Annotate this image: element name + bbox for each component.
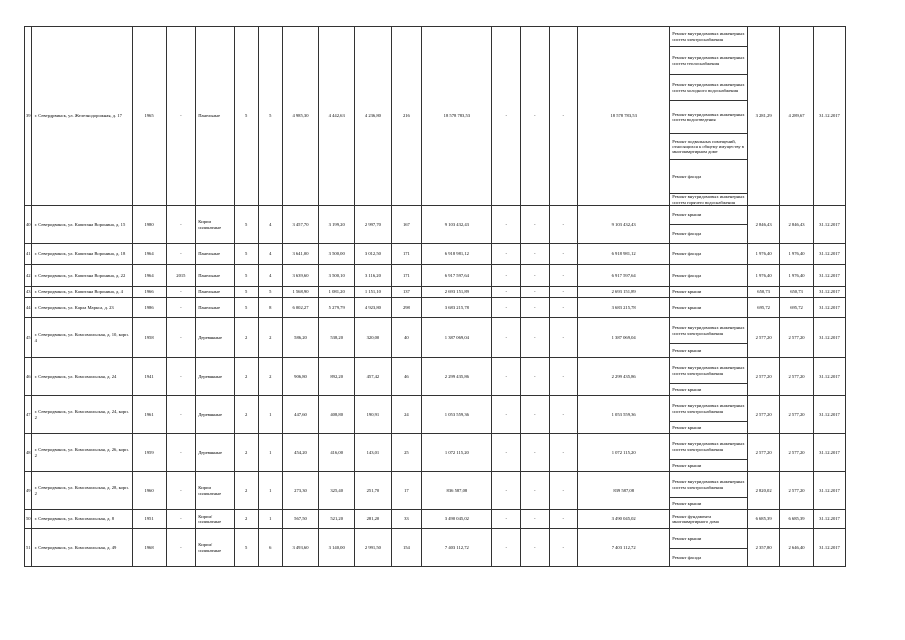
cell-regional-budget: - xyxy=(492,529,521,567)
cell-year-overhaul: - xyxy=(166,358,196,396)
cell-walls: Деревянные xyxy=(196,434,234,472)
cell-floors: 5 xyxy=(234,244,258,265)
cell-year-built: 1964 xyxy=(132,265,166,287)
cell-deadline: 31.12.2017 xyxy=(814,244,846,265)
table-row xyxy=(25,298,846,318)
cell-total-area: 3 641,00 xyxy=(282,244,318,265)
cell-owners-funds: - xyxy=(549,472,578,510)
cell-residential-area: 1 151,10 xyxy=(355,287,391,298)
cell-regional-budget: - xyxy=(492,244,521,265)
cell-residents: 46 xyxy=(391,358,422,396)
cell-fund-funds: 18 578 783,53 xyxy=(578,27,670,206)
cell-entrances: 6 xyxy=(258,529,282,567)
cell-unit-cost: 2 820,02 xyxy=(748,472,780,510)
cell-num: 46 xyxy=(25,358,32,396)
cell-living-area: 521,20 xyxy=(319,510,355,529)
cell-fund-funds: 6 918 981,12 xyxy=(578,244,670,265)
cell-total-area: 4 985,30 xyxy=(282,27,318,206)
cell-regional-budget: - xyxy=(492,206,521,244)
cell-unit-cost: 2 577,20 xyxy=(748,434,780,472)
cell-address: г. Северодвинск, ул. Карла Маркса, д. 23 xyxy=(31,298,132,318)
cell-work-type: Ремонт крыши xyxy=(670,498,748,510)
cell-regional-budget: - xyxy=(492,265,521,287)
cell-year-overhaul: - xyxy=(166,434,196,472)
cell-total-area: 1 568,90 xyxy=(282,287,318,298)
cell-floors: 5 xyxy=(234,265,258,287)
cell-unit-cost: 650,73 xyxy=(748,287,780,298)
cell-num: 51 xyxy=(25,529,32,567)
cell-max-cost: 2 577,20 xyxy=(780,358,814,396)
cell-residents: 216 xyxy=(391,27,422,206)
cell-entrances: 1 xyxy=(258,434,282,472)
cell-address: г. Северодвинск, ул. Капитана Воронина, д. 18 xyxy=(31,244,132,265)
cell-address: г. Северодвинск, ул. Комсомольская, д. 8 xyxy=(31,510,132,529)
cell-walls: Панельные xyxy=(196,298,234,318)
table-row xyxy=(25,206,846,225)
cell-owners-funds: - xyxy=(549,358,578,396)
cell-work-type: Ремонт фасада xyxy=(670,244,748,265)
cell-work-type: Ремонт фасада xyxy=(670,225,748,244)
table-row xyxy=(25,472,846,498)
cell-year-built: 1986 xyxy=(132,298,166,318)
cell-total-area: 586,20 xyxy=(282,318,318,358)
cell-entrances: 2 xyxy=(258,358,282,396)
cell-walls: Кирпи/ силикатные xyxy=(196,510,234,529)
table-row xyxy=(25,396,846,422)
cell-entrances: 1 xyxy=(258,396,282,434)
cell-walls: Кирпи силикатные xyxy=(196,206,234,244)
cell-year-overhaul: - xyxy=(166,472,196,510)
cell-entrances: 4 xyxy=(258,265,282,287)
table-row xyxy=(25,529,846,549)
cell-residential-area: 320,00 xyxy=(355,318,391,358)
cell-work-type: Ремонт внутридомовых инженерных систем электроснабжения xyxy=(670,434,748,460)
cell-num: 50 xyxy=(25,510,32,529)
cell-living-area: 3 500,10 xyxy=(319,265,355,287)
cell-work-type: Ремонт крыши xyxy=(670,422,748,434)
cell-walls: Кирпи силикатные xyxy=(196,472,234,510)
cell-living-area: 416,00 xyxy=(319,434,355,472)
cell-entrances: 8 xyxy=(258,298,282,318)
cell-owners-funds: - xyxy=(549,510,578,529)
cell-unit-cost: 2 577,20 xyxy=(748,318,780,358)
cell-living-area: 3 199,20 xyxy=(319,206,355,244)
cell-residents: 154 xyxy=(391,529,422,567)
cell-entrances: 5 xyxy=(258,287,282,298)
cell-walls: Деревянные xyxy=(196,318,234,358)
cell-residential-area: 143,01 xyxy=(355,434,391,472)
cell-regional-budget: - xyxy=(492,434,521,472)
cell-entrances: 1 xyxy=(258,510,282,529)
cell-work-type: Ремонт крыши xyxy=(670,287,748,298)
cell-total-cost: 1 387 069,04 xyxy=(422,318,492,358)
cell-local-budget: - xyxy=(521,298,550,318)
cell-residents: 167 xyxy=(391,206,422,244)
cell-total-cost: 6 918 981,12 xyxy=(422,244,492,265)
cell-unit-cost: 1 976,40 xyxy=(748,265,780,287)
cell-deadline: 31.12.2017 xyxy=(814,206,846,244)
cell-work-type: Ремонт крыши xyxy=(670,206,748,225)
cell-total-cost: 2 693 151,89 xyxy=(422,287,492,298)
table-row xyxy=(25,318,846,344)
cell-deadline: 31.12.2017 xyxy=(814,287,846,298)
cell-deadline: 31.12.2017 xyxy=(814,27,846,206)
cell-living-area: 3 140,00 xyxy=(319,529,355,567)
cell-residents: 171 xyxy=(391,265,422,287)
cell-address: г. Севердрвинск, ул. Железнодорожная, д. 17 xyxy=(31,27,132,206)
cell-work-type: Ремонт внутридомовых инженерных систем электроснабжения xyxy=(670,27,748,47)
table-row xyxy=(25,265,846,287)
cell-max-cost: 695,72 xyxy=(780,298,814,318)
cell-floors: 2 xyxy=(234,358,258,396)
cell-local-budget: - xyxy=(521,287,550,298)
cell-regional-budget: - xyxy=(492,298,521,318)
cell-total-cost: 9 103 432,43 xyxy=(422,206,492,244)
cell-floors: 5 xyxy=(234,287,258,298)
cell-deadline: 31.12.2017 xyxy=(814,510,846,529)
cell-regional-budget: - xyxy=(492,396,521,434)
cell-year-built: 1961 xyxy=(132,396,166,434)
cell-residential-area: 251,70 xyxy=(355,472,391,510)
cell-num: 39 xyxy=(25,27,32,206)
cell-local-budget: - xyxy=(521,396,550,434)
cell-year-built: 1951 xyxy=(132,510,166,529)
table-row xyxy=(25,358,846,384)
cell-owners-funds: - xyxy=(549,434,578,472)
cell-owners-funds: - xyxy=(549,265,578,287)
cell-address: г. Северодвинск, ул. Комсомольская, д. 28, корп. 2 xyxy=(31,472,132,510)
cell-owners-funds: - xyxy=(549,529,578,567)
cell-work-type: Ремонт крыши xyxy=(670,298,748,318)
cell-residents: 40 xyxy=(391,318,422,358)
cell-year-overhaul: - xyxy=(166,396,196,434)
cell-local-budget: - xyxy=(521,434,550,472)
cell-walls: Панельные xyxy=(196,265,234,287)
cell-unit-cost: 2 577,20 xyxy=(748,358,780,396)
cell-entrances: 4 xyxy=(258,206,282,244)
cell-year-overhaul: - xyxy=(166,287,196,298)
cell-residents: 171 xyxy=(391,244,422,265)
cell-max-cost: 2 577,20 xyxy=(780,472,814,510)
cell-year-built: 1941 xyxy=(132,358,166,396)
cell-total-area: 447,60 xyxy=(282,396,318,434)
cell-total-cost: 3 683 215,78 xyxy=(422,298,492,318)
cell-deadline: 31.12.2017 xyxy=(814,472,846,510)
cell-deadline: 31.12.2017 xyxy=(814,396,846,434)
cell-year-built: 1958 xyxy=(132,318,166,358)
cell-floors: 5 xyxy=(234,529,258,567)
cell-num: 41 xyxy=(25,244,32,265)
cell-residents: 25 xyxy=(391,434,422,472)
cell-unit-cost: 695,72 xyxy=(748,298,780,318)
cell-year-overhaul: - xyxy=(166,318,196,358)
cell-max-cost: 1 976,40 xyxy=(780,244,814,265)
cell-regional-budget: - xyxy=(492,472,521,510)
cell-deadline: 31.12.2017 xyxy=(814,298,846,318)
cell-residents: 17 xyxy=(391,472,422,510)
cell-fund-funds: 3 683 215,78 xyxy=(578,298,670,318)
cell-work-type: Ремонт внутридомовых инженерных систем горячего водоснабжения xyxy=(670,194,748,206)
cell-living-area: 408,80 xyxy=(319,396,355,434)
cell-floors: 2 xyxy=(234,510,258,529)
cell-local-budget: - xyxy=(521,529,550,567)
cell-work-type: Ремонт внутридомовых инженерных систем холодного водоснабжения xyxy=(670,75,748,101)
cell-year-overhaul: - xyxy=(166,529,196,567)
cell-deadline: 31.12.2017 xyxy=(814,529,846,567)
cell-year-built: 1959 xyxy=(132,434,166,472)
cell-total-cost: 1 072 115,20 xyxy=(422,434,492,472)
cell-unit-cost: 3 281,29 xyxy=(748,27,780,206)
cell-year-built: 1960 xyxy=(132,472,166,510)
cell-fund-funds: 7 403 112,72 xyxy=(578,529,670,567)
cell-fund-funds: 3 490 045,02 xyxy=(578,510,670,529)
cell-address: г. Северодвинск, ул. Капитана Воронина, д. 22 xyxy=(31,265,132,287)
cell-unit-cost: 2 577,20 xyxy=(748,396,780,434)
cell-total-area: 567,50 xyxy=(282,510,318,529)
overhaul-register-table xyxy=(24,26,846,567)
cell-fund-funds: 1 387 069,04 xyxy=(578,318,670,358)
cell-address: г. Северодвинск, ул. Капитана Воронина, д. 4 xyxy=(31,287,132,298)
cell-year-built: 1965 xyxy=(132,27,166,206)
cell-entrances: 5 xyxy=(258,27,282,206)
cell-address: г. Северодвинск, ул. Комсомольская, д. 24, корп. 2 xyxy=(31,396,132,434)
cell-regional-budget: - xyxy=(492,358,521,396)
cell-address: г. Северодвинск, ул. Комсомольская, д. 10, корп. 4 xyxy=(31,318,132,358)
cell-residential-area: 2 997,70 xyxy=(355,206,391,244)
cell-num: 47 xyxy=(25,396,32,434)
cell-work-type: Ремонт внутридомовых инженерных систем электроснабжения xyxy=(670,318,748,344)
cell-total-cost: 836 587,08 xyxy=(422,472,492,510)
cell-living-area: 538,20 xyxy=(319,318,355,358)
cell-regional-budget: - xyxy=(492,287,521,298)
cell-max-cost: 2 846,43 xyxy=(780,206,814,244)
cell-walls: Кирпи/ силикатные xyxy=(196,529,234,567)
cell-living-area: 5 279,79 xyxy=(319,298,355,318)
cell-residential-area: 457,42 xyxy=(355,358,391,396)
cell-year-built: 1964 xyxy=(132,244,166,265)
cell-local-budget: - xyxy=(521,206,550,244)
cell-work-type: Ремонт крыши xyxy=(670,384,748,396)
cell-work-type: Ремонт фасада xyxy=(670,549,748,567)
cell-work-type: Ремонт крыши xyxy=(670,460,748,472)
cell-fund-funds: 2 693 151,89 xyxy=(578,287,670,298)
cell-local-budget: - xyxy=(521,244,550,265)
cell-total-area: 3 639,60 xyxy=(282,265,318,287)
cell-total-area: 906,80 xyxy=(282,358,318,396)
cell-floors: 2 xyxy=(234,472,258,510)
cell-work-type: Ремонт крыши xyxy=(670,529,748,549)
cell-floors: 5 xyxy=(234,206,258,244)
cell-owners-funds: - xyxy=(549,298,578,318)
cell-owners-funds: - xyxy=(549,318,578,358)
cell-work-type: Ремонт внутридомовых инженерных систем электроснабжения xyxy=(670,396,748,422)
cell-total-cost: 1 053 559,36 xyxy=(422,396,492,434)
cell-fund-funds: 1 072 115,20 xyxy=(578,434,670,472)
cell-walls: Деревянные xyxy=(196,358,234,396)
cell-total-cost: 2 299 435,86 xyxy=(422,358,492,396)
cell-owners-funds: - xyxy=(549,206,578,244)
cell-walls: Панельные xyxy=(196,244,234,265)
cell-floors: 2 xyxy=(234,396,258,434)
cell-residential-area: 2 991,50 xyxy=(355,529,391,567)
cell-total-area: 3 457,70 xyxy=(282,206,318,244)
cell-living-area: 3 500,00 xyxy=(319,244,355,265)
cell-fund-funds: 6 917 597,64 xyxy=(578,265,670,287)
cell-local-budget: - xyxy=(521,358,550,396)
cell-deadline: 31.12.2017 xyxy=(814,358,846,396)
cell-deadline: 31.12.2017 xyxy=(814,434,846,472)
cell-residential-area: 3 012,50 xyxy=(355,244,391,265)
cell-total-area: 6 002,27 xyxy=(282,298,318,318)
cell-total-cost: 18 578 783,53 xyxy=(422,27,492,206)
table-row xyxy=(25,244,846,265)
cell-entrances: 1 xyxy=(258,472,282,510)
cell-max-cost: 2 646,40 xyxy=(780,529,814,567)
cell-year-built: 1980 xyxy=(132,206,166,244)
table-row xyxy=(25,510,846,529)
cell-fund-funds: 839 587,08 xyxy=(578,472,670,510)
cell-total-cost: 3 490 045,02 xyxy=(422,510,492,529)
cell-living-area: 325,40 xyxy=(319,472,355,510)
cell-unit-cost: 2 357,80 xyxy=(748,529,780,567)
cell-num: 44 xyxy=(25,298,32,318)
cell-num: 48 xyxy=(25,434,32,472)
cell-living-area: 4 442,63 xyxy=(319,27,355,206)
cell-work-type: Ремонт фасада xyxy=(670,265,748,287)
cell-year-built: 1968 xyxy=(132,529,166,567)
cell-num: 43 xyxy=(25,287,32,298)
cell-residential-area: 4 236,80 xyxy=(355,27,391,206)
cell-living-area: 892,20 xyxy=(319,358,355,396)
cell-residents: 298 xyxy=(391,298,422,318)
cell-residential-area: 190,91 xyxy=(355,396,391,434)
cell-owners-funds: - xyxy=(549,244,578,265)
cell-unit-cost: 2 846,43 xyxy=(748,206,780,244)
cell-deadline: 31.12.2017 xyxy=(814,265,846,287)
cell-num: 42 xyxy=(25,265,32,287)
cell-owners-funds: - xyxy=(549,287,578,298)
cell-max-cost: 4 289,67 xyxy=(780,27,814,206)
cell-residents: 33 xyxy=(391,510,422,529)
cell-max-cost: 6 685,39 xyxy=(780,510,814,529)
cell-fund-funds: 2 299 435,86 xyxy=(578,358,670,396)
cell-num: 40 xyxy=(25,206,32,244)
cell-walls: Панельные xyxy=(196,27,234,206)
cell-floors: 2 xyxy=(234,318,258,358)
cell-fund-funds: 9 103 432,43 xyxy=(578,206,670,244)
cell-work-type: Ремонт внутридомовых инженерных систем электроснабжения xyxy=(670,472,748,498)
cell-unit-cost: 6 685,39 xyxy=(748,510,780,529)
cell-year-overhaul: - xyxy=(166,27,196,206)
cell-work-type: Ремонт фасада xyxy=(670,160,748,194)
cell-residents: 24 xyxy=(391,396,422,434)
cell-walls: Деревянные xyxy=(196,396,234,434)
cell-residential-area: 3 116,20 xyxy=(355,265,391,287)
cell-max-cost: 2 577,20 xyxy=(780,318,814,358)
cell-owners-funds: - xyxy=(549,396,578,434)
cell-max-cost: 1 976,40 xyxy=(780,265,814,287)
cell-year-overhaul: - xyxy=(166,298,196,318)
cell-regional-budget: - xyxy=(492,27,521,206)
table-row xyxy=(25,27,846,47)
cell-local-budget: - xyxy=(521,265,550,287)
cell-max-cost: 650,73 xyxy=(780,287,814,298)
cell-residential-area: 4 923,80 xyxy=(355,298,391,318)
cell-regional-budget: - xyxy=(492,318,521,358)
cell-work-type: Ремонт подвальных помещений, относящихся к общему имуществу в многоквартирном доме xyxy=(670,134,748,160)
cell-local-budget: - xyxy=(521,318,550,358)
cell-residents: 137 xyxy=(391,287,422,298)
cell-local-budget: - xyxy=(521,472,550,510)
cell-total-cost: 7 403 112,72 xyxy=(422,529,492,567)
cell-total-area: 3 493,60 xyxy=(282,529,318,567)
cell-deadline: 31.12.2017 xyxy=(814,318,846,358)
cell-unit-cost: 1 976,40 xyxy=(748,244,780,265)
table-row xyxy=(25,287,846,298)
cell-living-area: 1 081,20 xyxy=(319,287,355,298)
cell-work-type: Ремонт внутридомовых инженерных систем водоотведения xyxy=(670,101,748,134)
cell-year-built: 1966 xyxy=(132,287,166,298)
cell-total-area: 273,30 xyxy=(282,472,318,510)
cell-work-type: Ремонт фундамента многоквартирного дома xyxy=(670,510,748,529)
cell-max-cost: 2 577,20 xyxy=(780,434,814,472)
cell-address: г. Северодвинск, ул. Комсомольская, д. 49 xyxy=(31,529,132,567)
cell-address: г. Северодвинск, ул. Капитана Воронина, д. 15 xyxy=(31,206,132,244)
cell-year-overhaul: 2015 xyxy=(166,265,196,287)
cell-total-area: 454,20 xyxy=(282,434,318,472)
cell-num: 49 xyxy=(25,472,32,510)
cell-year-overhaul: - xyxy=(166,244,196,265)
cell-num: 45 xyxy=(25,318,32,358)
cell-address: г. Северодвинск, ул. Комсомольская, д. 26, корп. 2 xyxy=(31,434,132,472)
cell-total-cost: 6 917 597,64 xyxy=(422,265,492,287)
cell-floors: 5 xyxy=(234,27,258,206)
cell-work-type: Ремонт крыши xyxy=(670,344,748,358)
cell-entrances: 2 xyxy=(258,318,282,358)
cell-floors: 5 xyxy=(234,298,258,318)
cell-walls: Панельные xyxy=(196,287,234,298)
cell-local-budget: - xyxy=(521,510,550,529)
cell-max-cost: 2 577,20 xyxy=(780,396,814,434)
cell-residential-area: 281,20 xyxy=(355,510,391,529)
cell-local-budget: - xyxy=(521,27,550,206)
cell-fund-funds: 1 053 559,36 xyxy=(578,396,670,434)
cell-work-type: Ремонт внутридомовых инженерных систем теплоснабжения xyxy=(670,47,748,75)
cell-owners-funds: - xyxy=(549,27,578,206)
cell-address: г. Северодвинск, ул. Комсомольская, д. 24 xyxy=(31,358,132,396)
cell-work-type: Ремонт внутридомовых инженерных систем электроснабжения xyxy=(670,358,748,384)
cell-entrances: 4 xyxy=(258,244,282,265)
cell-year-overhaul: - xyxy=(166,206,196,244)
cell-floors: 2 xyxy=(234,434,258,472)
cell-regional-budget: - xyxy=(492,510,521,529)
table-row xyxy=(25,434,846,460)
cell-year-overhaul: - xyxy=(166,510,196,529)
